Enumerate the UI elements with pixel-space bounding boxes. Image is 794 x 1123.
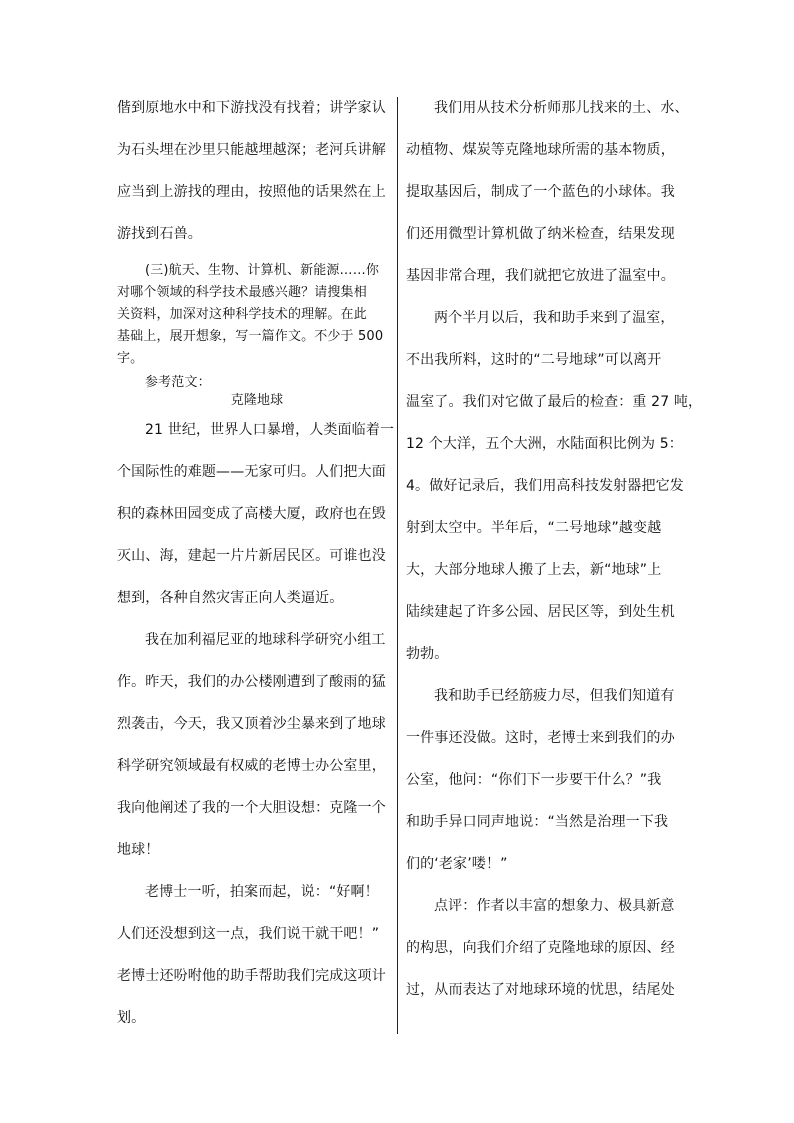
left-text-line: 积的森林田园变成了高楼大厦，政府也在毁 [117, 506, 386, 522]
left-text-line: 个国际性的难题——无家可归。人们把大面 [117, 464, 386, 480]
left-text-line: 地球！ [117, 842, 160, 858]
right-text-line: 勃勃。 [406, 646, 449, 662]
left-text-line: 我在加利福尼亚的地球科学研究小组工 [145, 632, 386, 648]
right-text-line: 大，大部分地球人搬了上去，新“地球”上 [406, 562, 662, 578]
left-text-line: 老博士一听，拍案而起，说：“好啊！ [145, 884, 379, 900]
right-text-line: 温室了。我们对它做了最后的检查：重 27 吨， [406, 394, 703, 410]
right-text-line: 射到太空中。半年后，“二号地球”越变越 [406, 520, 662, 536]
right-text-line: 4。做好记录后，我们用高科技发射器把它发 [406, 478, 684, 494]
left-text-line: 灭山、海，建起一片片新居民区。可谁也没 [117, 548, 386, 564]
left-text-line: 基础上，展开想象，写一篇作文。不少于 500 [117, 329, 384, 344]
left-text-line: 游找到石兽。 [117, 226, 202, 242]
right-text-line: 不出我所料，这时的“二号地球”可以离开 [406, 352, 662, 368]
right-text-line: 动植物、煤炭等克隆地球所需的基本物质， [406, 142, 675, 158]
left-text-line: 科学研究领域最有权威的老博士办公室里， [117, 758, 386, 774]
left-text-line: 为石头埋在沙里只能越埋越深；老河兵讲解 [117, 142, 386, 158]
right-text-line: 点评：作者以丰富的想象力、极具新意 [434, 898, 675, 914]
right-text-line: 两个半月以后，我和助手来到了温室， [434, 310, 675, 326]
right-text-line: 12 个大洋，五个大洲，水陆面积比例为 5： [406, 436, 683, 452]
left-text-line: 克隆地球 [230, 393, 284, 408]
left-text-line: 想到，各种自然灾害正向人类逼近。 [117, 590, 344, 606]
left-text-line: 参考范文： [145, 375, 211, 390]
right-text-line: 过，从而表达了对地球环境的忧思，结尾处 [406, 982, 675, 998]
left-text-line: 人们还没想到这一点，我们说干就干吧！” [117, 926, 380, 942]
right-text-line: 和助手异口同声地说：“当然是治理一下我 [406, 814, 669, 830]
right-text-line: 公室，他问：“你们下一步要干什么？”我 [406, 772, 662, 788]
right-text-line: 们还用微型计算机做了纳米检查，结果发现 [406, 226, 675, 242]
left-text-line: 字。 [117, 351, 144, 366]
right-text-line: 们的‘老家’喽！” [406, 856, 508, 872]
left-text-line: 21 世纪，世界人口暴增，人类面临着一 [145, 422, 395, 438]
left-text-line: 作。昨天，我们的办公楼刚遭到了酸雨的猛 [117, 674, 386, 690]
left-text-line: 偕到原地水中和下游找没有找着；讲学家认 [117, 100, 386, 116]
right-text-line: 的构思，向我们介绍了克隆地球的原因、经 [406, 940, 675, 956]
right-text-line: 一件事还没做。这时，老博士来到我们的办 [406, 730, 675, 746]
left-text-line: 对哪个领域的科学技术最感兴趣？请搜集相 [117, 285, 367, 300]
column-divider [397, 97, 398, 1034]
right-text-line: 我和助手已经筋疲力尽，但我们知道有 [434, 688, 675, 704]
left-text-line: 划。 [117, 1010, 146, 1026]
left-text-line: (三)航天、生物、计算机、新能源……你 [145, 263, 379, 278]
left-text-line: 应当到上游找的理由，按照他的话果然在上 [117, 184, 386, 200]
left-text-line: 我向他阐述了我的一个大胆设想：克隆一个 [117, 800, 386, 816]
right-text-line: 基因非常合理，我们就把它放进了温室中。 [406, 268, 675, 284]
left-text-line: 烈袭击，今天，我又顶着沙尘暴来到了地球 [117, 716, 386, 732]
right-text-line: 提取基因后，制成了一个蓝色的小球体。我 [406, 184, 675, 200]
right-text-line: 我们用从技术分析师那儿找来的土、水、 [434, 100, 689, 116]
left-text-line: 老博士还吩咐他的助手帮助我们完成这项计 [117, 968, 386, 984]
left-text-line: 关资料，加深对这种科学技术的理解。在此 [117, 307, 367, 322]
right-text-line: 陆续建起了许多公园、居民区等，到处生机 [406, 604, 675, 620]
